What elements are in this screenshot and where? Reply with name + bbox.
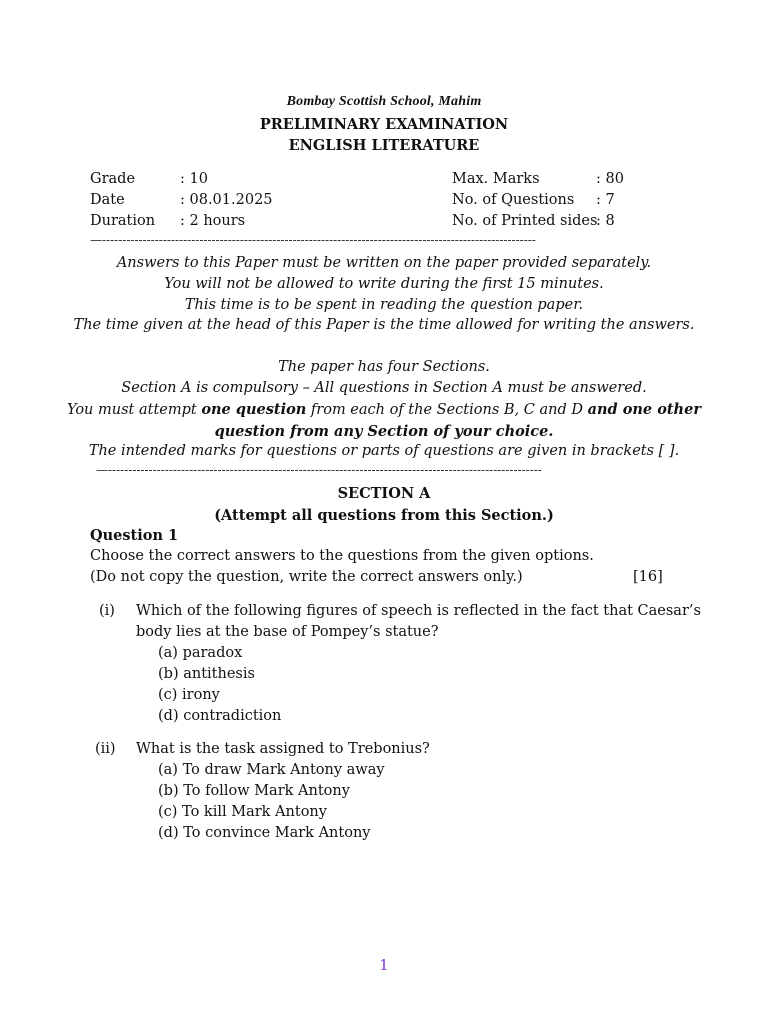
question-title: Question 1 — [90, 527, 179, 544]
instruction-line: You will not be allowed to write during the first 15 minutes. — [164, 276, 604, 292]
option-item: (d) To convince Mark Antony — [158, 825, 371, 841]
instruction-line: This time is to be spent in reading the question paper. — [184, 297, 584, 313]
options-list — [158, 762, 385, 846]
instruction-line: Answers to this Paper must be written on the paper provided separately. — [116, 255, 652, 271]
item-text: Which of the following figures of speech is reflected in the fact that Caesar’s — [136, 603, 701, 619]
item-text: body lies at the base of Pompey’s statue? — [136, 624, 439, 640]
option-item: (b) antithesis — [158, 666, 255, 682]
info-date-label: Date — [90, 192, 125, 208]
sections-note-line — [0, 401, 768, 418]
question-intro: Choose the correct answers to the questions from the given options. — [90, 548, 594, 564]
info-duration-label: Duration — [90, 213, 156, 229]
exam-title: PRELIMINARY EXAMINATION — [259, 116, 509, 133]
section-subtitle: (Attempt all questions from this Section.) — [214, 507, 554, 524]
page-number: 1 — [379, 958, 389, 974]
instruction-line: The time given at the head of this Paper is the time allowed for writing the answers. — [73, 317, 695, 333]
subject-title: ENGLISH LITERATURE — [288, 137, 480, 154]
note-emphasis: and one other — [587, 401, 701, 418]
info-max-marks-value: : 80 — [596, 171, 624, 187]
option-item: (a) paradox — [158, 645, 243, 661]
divider-rule: —----------------------------------------------------------------------------------------------------------- — [96, 463, 542, 477]
option-item: (a) To draw Mark Antony away — [158, 762, 385, 778]
option-item: (b) To follow Mark Antony — [158, 783, 350, 799]
question-marks: [16] — [633, 569, 663, 585]
option-item: (c) To kill Mark Antony — [158, 804, 327, 820]
info-questions-value: : 7 — [596, 192, 615, 208]
item-number: (i) — [99, 603, 115, 619]
info-sides-value: : 8 — [596, 213, 615, 229]
info-max-marks-label: Max. Marks — [452, 171, 540, 187]
sections-note-line: question from any Section of your choice. — [214, 423, 554, 440]
info-grade-label: Grade — [90, 171, 136, 187]
item-text: What is the task assigned to Trebonius? — [136, 741, 430, 757]
info-sides-label: No. of Printed sides — [452, 213, 598, 229]
info-questions-label: No. of Questions — [452, 192, 575, 208]
note-text: You must attempt — [67, 402, 202, 418]
item-number: (ii) — [95, 741, 116, 757]
note-text: from each of the Sections B, C and D — [306, 402, 588, 418]
note-emphasis: one question — [201, 401, 307, 418]
sections-note-line: The intended marks for questions or parts of questions are given in brackets [ ]. — [88, 443, 680, 459]
divider-rule: —----------------------------------------------------------------------------------------------------------- — [90, 233, 536, 247]
option-item: (c) irony — [158, 687, 220, 703]
sections-note-line: The paper has four Sections. — [278, 359, 490, 375]
question-intro: (Do not copy the question, write the correct answers only.) — [90, 569, 523, 585]
school-name: Bombay Scottish School, Mahim — [286, 94, 482, 109]
options-list — [158, 645, 281, 729]
info-date-value: : 08.01.2025 — [180, 192, 273, 208]
option-item: (d) contradiction — [158, 708, 282, 724]
section-title: SECTION A — [337, 485, 431, 502]
sections-note-line: Section A is compulsory – All questions in Section A must be answered. — [121, 380, 647, 396]
info-duration-value: : 2 hours — [180, 213, 246, 229]
info-grade-value: : 10 — [180, 171, 208, 187]
